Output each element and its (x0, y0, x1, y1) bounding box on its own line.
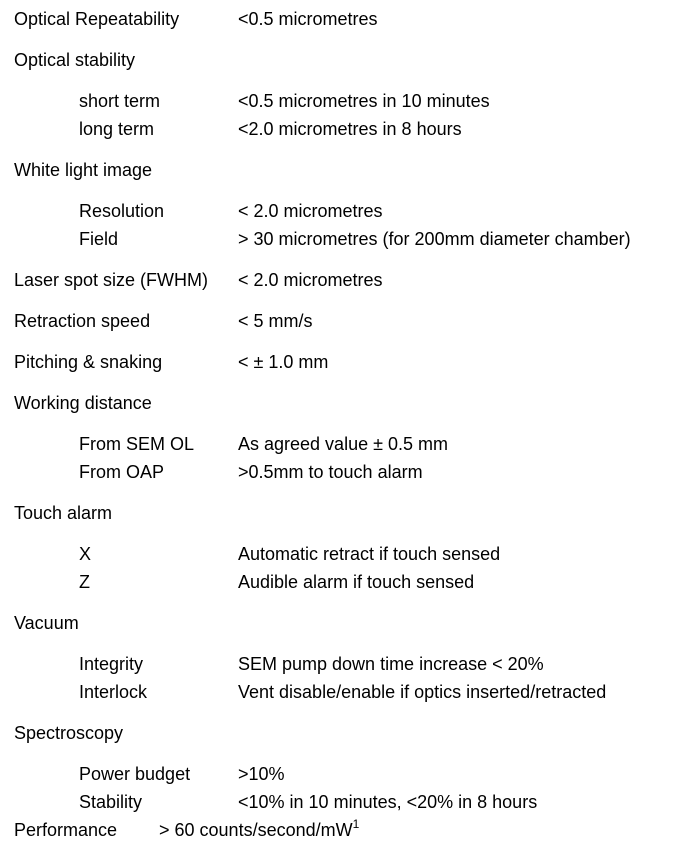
spec-value-interlock: Vent disable/enable if optics inserted/retracted (238, 682, 607, 702)
spec-value-long-term: <2.0 micrometres in 8 hours (238, 119, 462, 139)
spec-label-retraction-speed: Retraction speed (14, 311, 151, 331)
spec-label-laser-spot-size: Laser spot size (FWHM) (14, 270, 209, 290)
section-heading-optical-stability: Optical stability (14, 50, 136, 70)
section-heading-touch-alarm: Touch alarm (14, 503, 113, 523)
spec-label-short-term: short term (79, 91, 161, 111)
spec-value-from-oap: >0.5mm to touch alarm (238, 462, 423, 482)
spec-value-pitching-snaking: < ± 1.0 mm (238, 352, 329, 372)
performance-value-text: > 60 counts/second/mW (159, 820, 353, 840)
spec-value-optical-repeatability: <0.5 micrometres (238, 9, 378, 29)
spec-value-laser-spot-size: < 2.0 micrometres (238, 270, 383, 290)
spec-value-performance (159, 819, 359, 841)
footnote-mark: 1 (352, 817, 360, 831)
spec-value-from-sem-ol: As agreed value ± 0.5 mm (238, 434, 448, 454)
spec-label-field: Field (79, 229, 119, 249)
spec-label-power-budget: Power budget (79, 764, 191, 784)
spec-value-touch-z: Audible alarm if touch sensed (238, 572, 475, 592)
spec-value-integrity: SEM pump down time increase < 20% (238, 654, 544, 674)
spec-label-touch-x: X (79, 544, 92, 564)
spec-label-pitching-snaking: Pitching & snaking (14, 352, 163, 372)
spec-value-stability: <10% in 10 minutes, <20% in 8 hours (238, 792, 538, 812)
spec-label-resolution: Resolution (79, 201, 165, 221)
spec-label-interlock: Interlock (79, 682, 148, 702)
spec-value-field: > 30 micrometres (for 200mm diameter chamber) (238, 229, 631, 249)
spec-value-power-budget: >10% (238, 764, 285, 784)
spec-label-from-sem-ol: From SEM OL (79, 434, 195, 454)
spec-label-integrity: Integrity (79, 654, 144, 674)
section-heading-working-distance: Working distance (14, 393, 152, 413)
spec-value-resolution: < 2.0 micrometres (238, 201, 383, 221)
spec-label-touch-z: Z (79, 572, 90, 592)
spec-value-touch-x: Automatic retract if touch sensed (238, 544, 501, 564)
spec-label-stability: Stability (79, 792, 143, 812)
section-heading-spectroscopy: Spectroscopy (14, 723, 124, 743)
spec-value-retraction-speed: < 5 mm/s (238, 311, 313, 331)
spec-label-performance: Performance (14, 820, 118, 840)
spec-label-optical-repeatability: Optical Repeatability (14, 9, 180, 29)
spec-label-from-oap: From OAP (79, 462, 165, 482)
spec-value-short-term: <0.5 micrometres in 10 minutes (238, 91, 490, 111)
spec-label-long-term: long term (79, 119, 155, 139)
section-heading-white-light-image: White light image (14, 160, 153, 180)
section-heading-vacuum: Vacuum (14, 613, 79, 633)
